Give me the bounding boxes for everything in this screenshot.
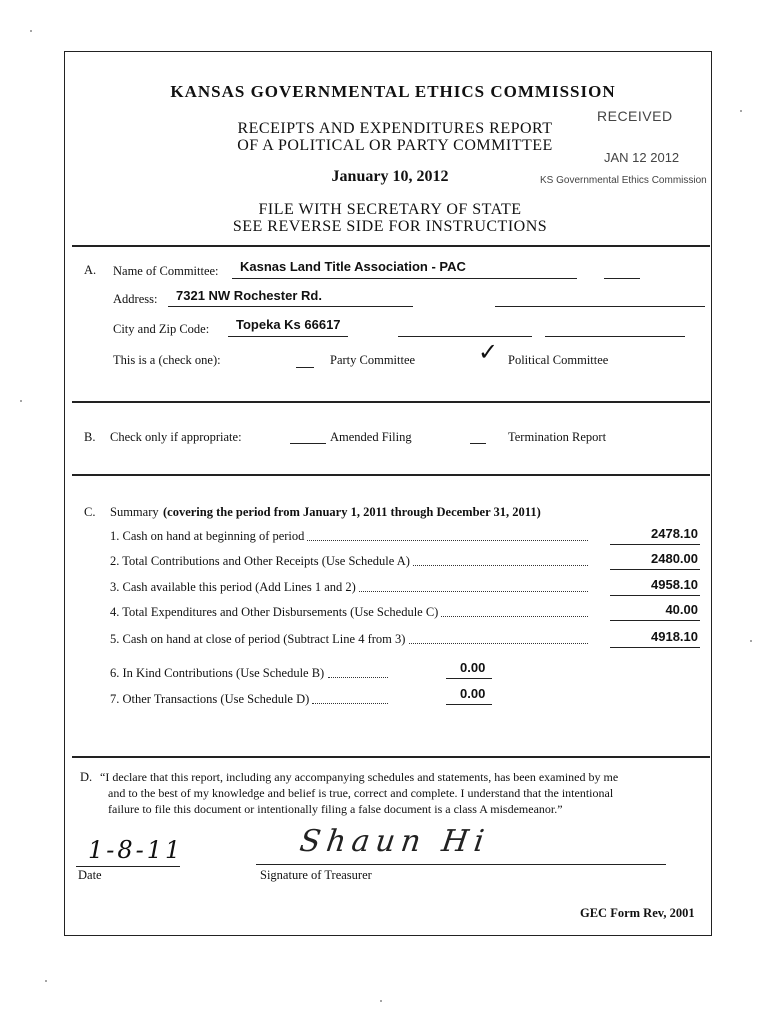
received-date-stamp: JAN 12 2012 <box>604 150 680 165</box>
in-kind-leader <box>328 677 388 678</box>
summary-line-2-label: 2. Total Contributions and Other Receipts (Use Schedule A) <box>110 554 413 569</box>
report-title-1: RECEIPTS AND EXPENDITURES REPORT <box>237 120 553 137</box>
summary-line-5-underline <box>610 647 700 648</box>
address-value: 7321 NW Rochester Rd. <box>176 288 322 303</box>
section-b-letter: B. <box>84 430 96 444</box>
in-kind-label: 6. In Kind Contributions (Use Schedule B) <box>110 666 325 680</box>
termination-report-blank[interactable] <box>470 443 486 444</box>
scan-speck <box>20 400 22 402</box>
date-label: Date <box>78 868 102 882</box>
file-with-line: FILE WITH SECRETARY OF STATE <box>258 201 522 218</box>
committee-name-underline <box>232 278 577 279</box>
divider-d <box>72 756 710 758</box>
summary-line-5-label: 5. Cash on hand at close of period (Subtract Line 4 from 3) <box>110 632 408 647</box>
summary-line-1-underline <box>610 544 700 545</box>
treasurer-signature[interactable]: Shaun Hi <box>297 824 493 859</box>
address-underline <box>168 306 413 307</box>
received-stamp: RECEIVED <box>597 108 673 124</box>
city-zip-underline-2 <box>398 336 532 337</box>
in-kind-underline <box>446 678 492 679</box>
commission-title: KANSAS GOVERNMENTAL ETHICS COMMISSION <box>170 82 616 101</box>
party-committee-label: Party Committee <box>330 353 416 367</box>
city-zip-underline-3 <box>545 336 685 337</box>
summary-line-2-value: 2480.00 <box>651 551 698 566</box>
scan-speck <box>380 1000 382 1002</box>
section-c-letter: C. <box>84 505 96 519</box>
political-committee-label: Political Committee <box>508 353 609 367</box>
frame-left <box>64 51 65 936</box>
amended-filing-blank[interactable] <box>290 443 326 444</box>
frame-bottom <box>64 935 712 936</box>
summary-line-4-underline <box>610 620 700 621</box>
other-transactions-leader <box>312 703 388 704</box>
amended-filing-label: Amended Filing <box>330 430 412 444</box>
other-transactions-underline <box>446 704 492 705</box>
party-committee-blank[interactable] <box>296 367 314 368</box>
summary-intro: Summary <box>110 505 159 519</box>
termination-report-label: Termination Report <box>508 430 607 444</box>
summary-line-2-underline <box>610 569 700 570</box>
committee-name-label: Name of Committee: <box>113 264 219 278</box>
summary-line-4-value: 40.00 <box>665 602 698 617</box>
date-handwritten[interactable]: 1-8-11 <box>88 836 184 864</box>
report-title-2: OF A POLITICAL OR PARTY COMMITTEE <box>237 137 553 154</box>
scan-speck <box>30 30 32 32</box>
summary-line-3-underline <box>610 595 700 596</box>
section-a-letter: A. <box>84 263 97 277</box>
summary-line-3-label: 3. Cash available this period (Add Lines 1 and 2) <box>110 580 359 595</box>
check-appropriate-label: Check only if appropriate: <box>110 430 242 444</box>
summary-line-1-value: 2478.10 <box>651 526 698 541</box>
declaration-line-1: “I declare that this report, including any accompanying schedules and statements, has been examined by me <box>100 770 619 784</box>
committee-type-label: This is a (check one): <box>113 353 221 367</box>
committee-name-underline-2 <box>604 278 640 279</box>
section-d-letter: D. <box>80 770 93 784</box>
scan-speck <box>45 980 47 982</box>
summary-line-1-label: 1. Cash on hand at beginning of period <box>110 529 307 544</box>
signature-underline <box>256 864 666 865</box>
received-agency-stamp: KS Governmental Ethics Commission <box>540 175 707 186</box>
political-committee-checkmark[interactable]: ✓ <box>478 338 499 366</box>
scan-speck <box>740 110 742 112</box>
other-transactions-label: 7. Other Transactions (Use Schedule D) <box>110 692 310 706</box>
date-underline <box>76 866 180 867</box>
city-zip-underline <box>228 336 348 337</box>
summary-line-5-value: 4918.10 <box>651 629 698 644</box>
declaration-line-3: failure to file this document or intentionally filing a false document is a class A misdemeanor.” <box>108 802 563 816</box>
form-revision: GEC Form Rev, 2001 <box>580 906 695 920</box>
city-zip-label: City and Zip Code: <box>113 322 210 336</box>
see-reverse-line: SEE REVERSE SIDE FOR INSTRUCTIONS <box>232 218 548 235</box>
committee-name-value: Kasnas Land Title Association - PAC <box>240 259 466 274</box>
declaration-line-2: and to the best of my knowledge and belief is true, correct and complete. I understand that the intentional <box>108 786 614 800</box>
divider-b <box>72 401 710 403</box>
city-zip-value: Topeka Ks 66617 <box>236 317 341 332</box>
address-label: Address: <box>113 292 158 306</box>
in-kind-value: 0.00 <box>460 660 486 675</box>
scan-speck <box>750 640 752 642</box>
address-underline-2 <box>495 306 705 307</box>
summary-line-3-value: 4958.10 <box>651 577 698 592</box>
divider-a <box>72 245 710 247</box>
other-transactions-value: 0.00 <box>460 686 486 701</box>
frame-top <box>64 51 712 52</box>
signature-label: Signature of Treasurer <box>260 868 372 882</box>
report-date: January 10, 2012 <box>331 168 449 185</box>
divider-c <box>72 474 710 476</box>
summary-line-4-label: 4. Total Expenditures and Other Disbursements (Use Schedule C) <box>110 605 441 620</box>
summary-period: (covering the period from January 1, 2011 through December 31, 2011) <box>163 505 541 519</box>
